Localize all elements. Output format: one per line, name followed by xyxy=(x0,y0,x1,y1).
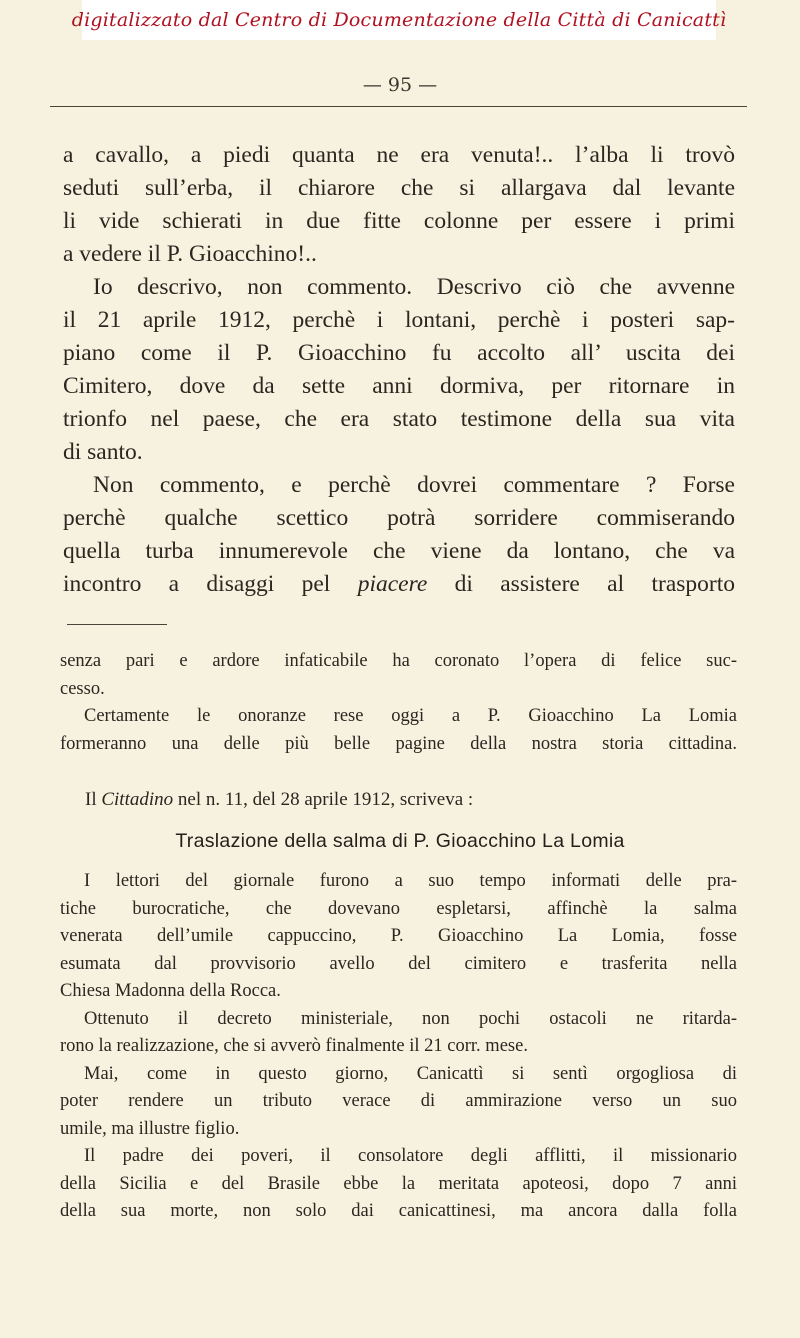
main-body-text xyxy=(63,139,735,601)
article-line: venerata dell’umile cappuccino, P. Gioacchino La Lomia, fosse xyxy=(60,926,737,946)
body-line: a vedere il P. Gioacchino!.. xyxy=(63,241,317,267)
article-line: rono la realizzazione, che si avverò finalmente il 21 corr. mese. xyxy=(60,1036,528,1056)
article-line: esumata dal provvisorio avello del cimitero e trasferita nella xyxy=(60,953,737,974)
body-line: perchè qualche scettico potrà sorridere commiserando xyxy=(63,505,735,531)
footnote-line: cesso. xyxy=(60,678,105,699)
body-line: li vide schierati in due fitte colonne per essere i primi xyxy=(63,208,735,234)
footnote-rule xyxy=(67,624,167,625)
article-line: Chiesa Madonna della Rocca. xyxy=(60,981,281,1001)
body-line xyxy=(63,568,735,601)
footnote-text xyxy=(60,648,737,758)
body-line: Io descrivo, non commento. Descrivo ciò che avvenne xyxy=(93,274,735,300)
body-line: piano come il P. Gioacchino fu accolto all’ uscita dei xyxy=(63,340,735,366)
article-line: della Sicilia e del Brasile ebbe la meritata apoteosi, dopo 7 anni xyxy=(60,1173,737,1194)
footnote-line: formeranno una delle più belle pagine della nostra storia cittadina. xyxy=(60,733,737,754)
body-line: a cavallo, a piedi quanta ne era venuta!.. l’alba li trovò xyxy=(63,142,735,168)
italic-word: piacere xyxy=(357,571,428,597)
body-line: Cimitero, dove da sette anni dormiva, per ritornare in xyxy=(63,373,735,399)
header-rule xyxy=(50,106,747,107)
article-line: della sua morte, non solo dai canicattinesi, ma ancora dalla folla xyxy=(60,1201,737,1221)
citation-intro xyxy=(85,786,473,814)
article-line: I lettori del giornale furono a suo tempo informati delle pra- xyxy=(84,871,737,891)
article-line: Ottenuto il decreto ministeriale, non pochi ostacoli ne ritarda- xyxy=(84,1008,737,1029)
footnote-line: senza pari e ardore infaticabile ha coronato l’opera di felice suc- xyxy=(60,651,737,671)
footnote-line: Certamente le onoranze rese oggi a P. Gioacchino La Lomia xyxy=(84,706,737,726)
body-line: il 21 aprile 1912, perchè i lontani, perchè i posteri sap- xyxy=(63,307,735,333)
article-line: poter rendere un tributo verace di ammirazione verso un suo xyxy=(60,1091,737,1111)
body-line-end: di assistere al trasporto xyxy=(454,571,736,597)
page-number: — 95 — xyxy=(362,74,438,96)
body-line-start: incontro a disaggi pel xyxy=(63,571,331,597)
watermark-text: digitalizzato dal Centro di Documentazione della Città di Canicattì xyxy=(71,9,727,31)
intro-after: nel n. 11, del 28 aprile 1912, scriveva : xyxy=(177,789,474,810)
newspaper-name: Cittadino xyxy=(101,789,174,810)
body-line: trionfo nel paese, che era stato testimone della sua vita xyxy=(63,406,735,432)
article-line: Il padre dei poveri, il consolatore degli afflitti, il missionario xyxy=(84,1146,737,1166)
body-line: seduti sull’erba, il chiarore che si allargava dal levante xyxy=(63,175,735,201)
article-line: umile, ma illustre figlio. xyxy=(60,1118,240,1139)
article-line: Mai, come in questo giorno, Canicattì si sentì orgogliosa di xyxy=(84,1063,737,1084)
body-line: di santo. xyxy=(63,439,143,465)
article-line: tiche burocratiche, che dovevano espletarsi, affinchè la salma xyxy=(60,898,737,919)
article-title: Traslazione della salma di P. Gioacchino La Lomia xyxy=(175,830,625,852)
article-text xyxy=(60,868,737,1226)
digitization-watermark xyxy=(71,0,727,40)
body-line: quella turba innumerevole che viene da lontano, che va xyxy=(63,538,735,564)
intro-before: Il xyxy=(85,789,97,810)
body-line: Non commento, e perchè dovrei commentare ? Forse xyxy=(93,472,735,498)
